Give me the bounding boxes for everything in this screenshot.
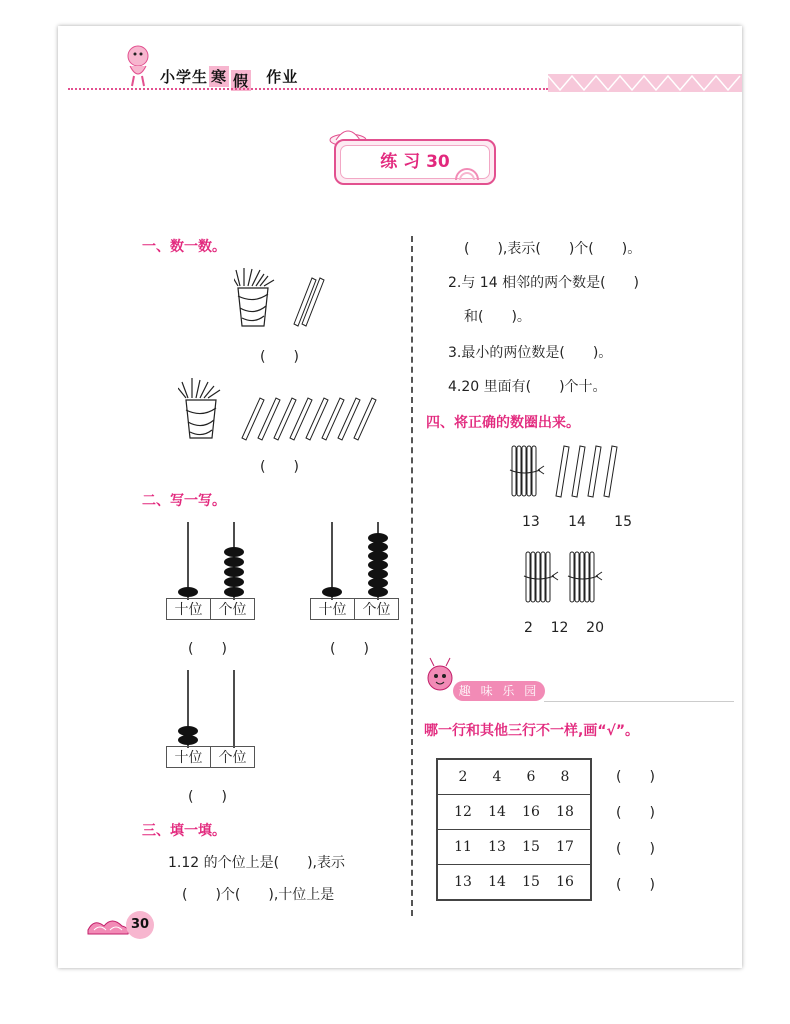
section3-heading: 三、填一填。: [142, 823, 226, 839]
row-1-check-blank[interactable]: ( ): [616, 769, 655, 785]
tens-label: 十位: [311, 599, 355, 620]
bundle-and-four-sticks-image: [508, 442, 624, 500]
rainbow-icon: [454, 166, 480, 182]
cell: 15: [514, 830, 548, 865]
row-3-check-blank[interactable]: ( ): [616, 841, 655, 857]
section2-blank-2[interactable]: ( ): [330, 641, 369, 657]
cell: 8: [548, 759, 591, 795]
header-title-text: 小学生: [160, 68, 209, 86]
q1-line-3: ( ),表示( )个( )。: [464, 241, 642, 257]
header-title-box-jia: 假: [233, 72, 250, 90]
row-2-check-blank[interactable]: ( ): [616, 805, 655, 821]
mascot-icon: [120, 42, 158, 88]
cell: 6: [514, 759, 548, 795]
cell: 13: [480, 830, 514, 865]
number-rows-table: [436, 758, 592, 901]
q2-line-1: 2.与 14 相邻的两个数是( ): [448, 275, 639, 291]
options-row-2: [524, 620, 604, 636]
cell: 15: [522, 874, 540, 890]
column-divider: [411, 236, 413, 916]
ones-label: 个位: [355, 599, 399, 620]
q2-line-2: 和( )。: [464, 309, 531, 325]
workbook-page: [58, 26, 742, 968]
section1-blank-1[interactable]: ( ): [260, 349, 299, 365]
cell: 11: [437, 830, 480, 865]
abacus-1-place-table: [166, 598, 255, 620]
cell: 4: [480, 759, 514, 795]
cell: 18: [548, 795, 591, 830]
fun-instruction: 哪一行和其他三行不一样,画“√”。: [424, 723, 640, 739]
exercise-title: 练 习 30: [340, 145, 490, 179]
abacus-1: [166, 522, 258, 600]
header-rule: [68, 88, 548, 90]
option-12[interactable]: 12: [550, 620, 569, 636]
header-title-box-han: 寒: [211, 68, 228, 86]
page-number: 30: [126, 911, 154, 939]
q3: 3.最小的两位数是( )。: [448, 345, 613, 361]
option-2[interactable]: 2: [524, 620, 533, 636]
bundle-and-sticks-image-2: [178, 376, 390, 446]
table-row: [437, 865, 591, 901]
cell: 13: [454, 874, 472, 890]
header-zigzag-decoration: [548, 74, 742, 92]
cell: 12: [437, 795, 480, 830]
options-row-1: [522, 514, 632, 530]
q4: 4.20 里面有( )个十。: [448, 379, 607, 395]
option-15[interactable]: 15: [614, 514, 632, 530]
two-bundles-image: [522, 548, 606, 606]
option-14[interactable]: 14: [568, 514, 586, 530]
header-title-homework: 作业: [266, 68, 299, 86]
section2-blank-1[interactable]: ( ): [188, 641, 227, 657]
q1-line-2: ( )个( ),十位上是: [182, 887, 335, 903]
tens-label: 十位: [167, 599, 211, 620]
abacus-3: [166, 670, 258, 748]
fun-corner-rule: [544, 701, 734, 702]
section1-heading: 一、数一数。: [142, 239, 226, 255]
cell: 16: [556, 874, 574, 890]
q1-line-1: 1.12 的个位上是( ),表示: [168, 855, 345, 871]
row-4-check-blank[interactable]: ( ): [616, 877, 655, 893]
tens-label: 十位: [167, 747, 211, 768]
fun-corner-label: 趣 味 乐 园: [453, 681, 545, 701]
table-row: [437, 759, 591, 795]
section1-blank-2[interactable]: ( ): [260, 459, 299, 475]
section4-heading: 四、将正确的数圈出来。: [426, 415, 580, 431]
bundle-and-sticks-image-1: [234, 266, 340, 332]
cell: 14: [480, 795, 514, 830]
cell: 2: [437, 759, 480, 795]
cell: 17: [548, 830, 591, 865]
cell: 16: [514, 795, 548, 830]
section2-heading: 二、写一写。: [142, 493, 226, 509]
option-13[interactable]: 13: [522, 514, 540, 530]
abacus-2-place-table: [310, 598, 399, 620]
table-row: [437, 795, 591, 830]
table-row: [437, 830, 591, 865]
option-20[interactable]: 20: [586, 620, 604, 636]
abacus-3-place-table: [166, 746, 255, 768]
ones-label: 个位: [211, 599, 255, 620]
cloud-decoration-icon: [84, 914, 132, 938]
header-title: [160, 66, 299, 90]
cell: 14: [488, 874, 506, 890]
abacus-2: [310, 522, 402, 600]
section2-blank-3[interactable]: ( ): [188, 789, 227, 805]
ones-label: 个位: [211, 747, 255, 768]
